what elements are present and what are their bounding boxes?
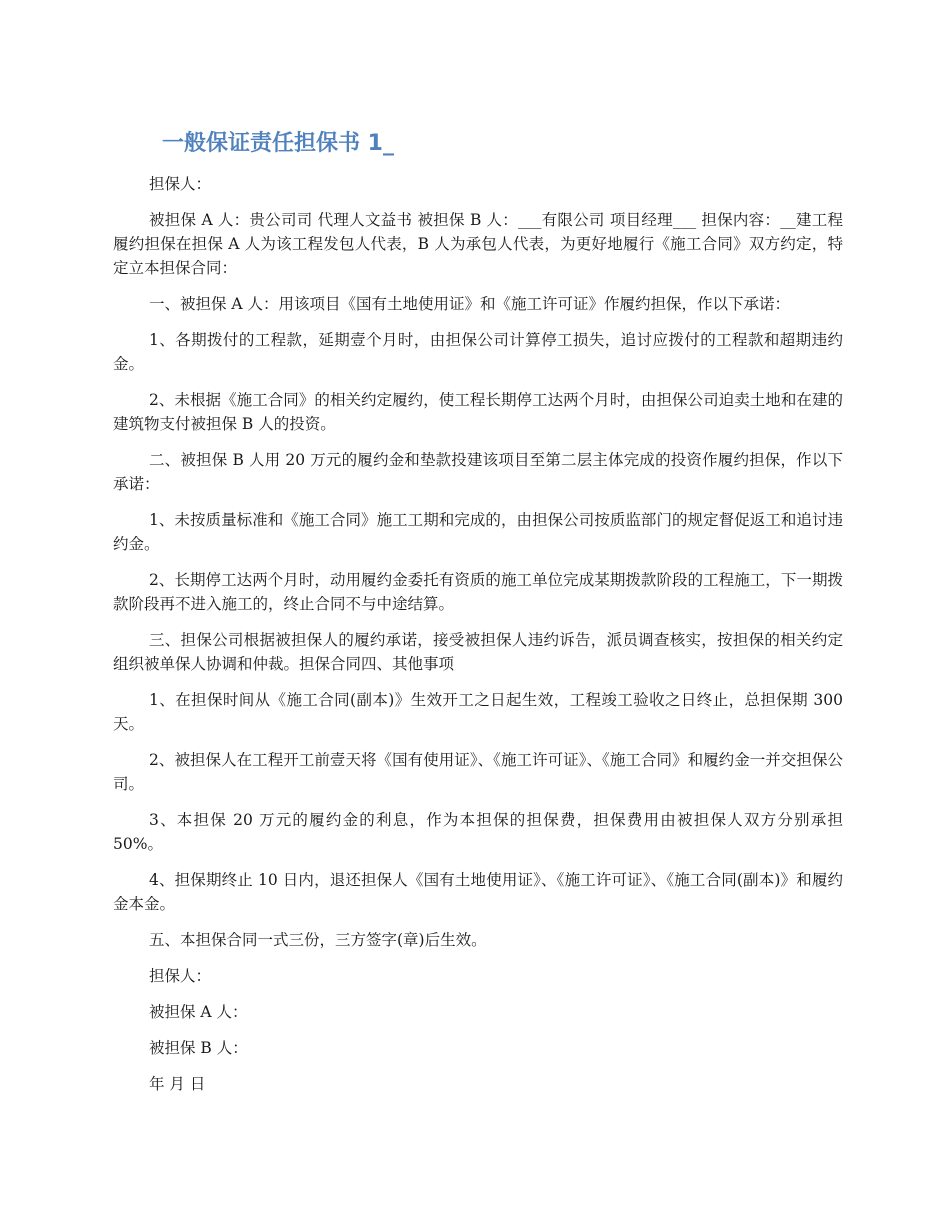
signature-party-b: 被担保 B 人： [149,1039,248,1057]
section-four-item-2: 2、被担保人在工程开工前壹天将《国有使用证》、《施工许可证》、《施工合同》和履约金一并交担保公司。 [113,751,843,793]
section-two-item-1: 1、未按质量标准和《施工合同》施工工期和完成的，由担保公司按质监部门的规定督促返工和追讨违约金。 [113,511,843,553]
section-four-item-4: 4、担保期终止 10 日内，退还担保人《国有土地使用证》、《施工许可证》、《施工合同(副本)》和履约金本金。 [113,871,843,913]
section-four-item-3: 3、本担保 20 万元的履约金的利息，作为本担保的担保费，担保费用由被担保人双方分别承担 50%。 [113,811,843,853]
signature-date: 年 月 日 [149,1075,206,1093]
section-four-item-1: 1、在担保时间从《施工合同(副本)》生效开工之日起生效，工程竣工验收之日终止，总担保期 300 天。 [113,691,843,733]
section-three-paragraph: 三、担保公司根据被担保人的履约承诺，接受被担保人违约诉告，派员调查核实，按担保的相关约定组织被单保人协调和仲裁。担保合同四、其他事项 [113,631,843,673]
section-two-item-2: 2、长期停工达两个月时，动用履约金委托有资质的施工单位完成某期拨款阶段的工程施工，下一期拨款阶段再不进入施工的，终止合同不与中途结算。 [113,571,843,613]
signature-guarantor: 担保人： [149,967,212,985]
guarantor-label: 担保人： [149,175,212,193]
document-title: 一般保证责任担保书 1_ [162,131,394,156]
section-five-paragraph: 五、本担保合同一式三份，三方签字(章)后生效。 [149,931,487,949]
section-one-item-1: 1、各期拨付的工程款，延期壹个月时，由担保公司计算停工损失，追讨应拨付的工程款和超期违约金。 [113,331,843,373]
document-body [113,172,843,1108]
signature-party-a: 被担保 A 人： [149,1003,248,1021]
section-one-item-2: 2、未根据《施工合同》的相关约定履约，使工程长期停工达两个月时，由担保公司迫卖土地和在建的建筑物支付被担保 B 人的投资。 [113,391,843,433]
section-two-heading: 二、被担保 B 人用 20 万元的履约金和垫款投建该项目至第二层主体完成的投资作履约担保，作以下承诺： [113,451,843,493]
section-one-heading: 一、被担保 A 人：用该项目《国有土地使用证》和《施工许可证》作履约担保，作以下承诺： [149,295,791,313]
preamble-paragraph: 被担保 A 人：贵公司司 代理人文益书 被担保 B 人：___有限公司 项目经理___ 担保内容：__建工程履约担保在担保 A 人为该工程发包人代表，B 人为承包人代表，为更好地履行《施工合同》双方约定，特定立本担保合同： [113,211,843,277]
